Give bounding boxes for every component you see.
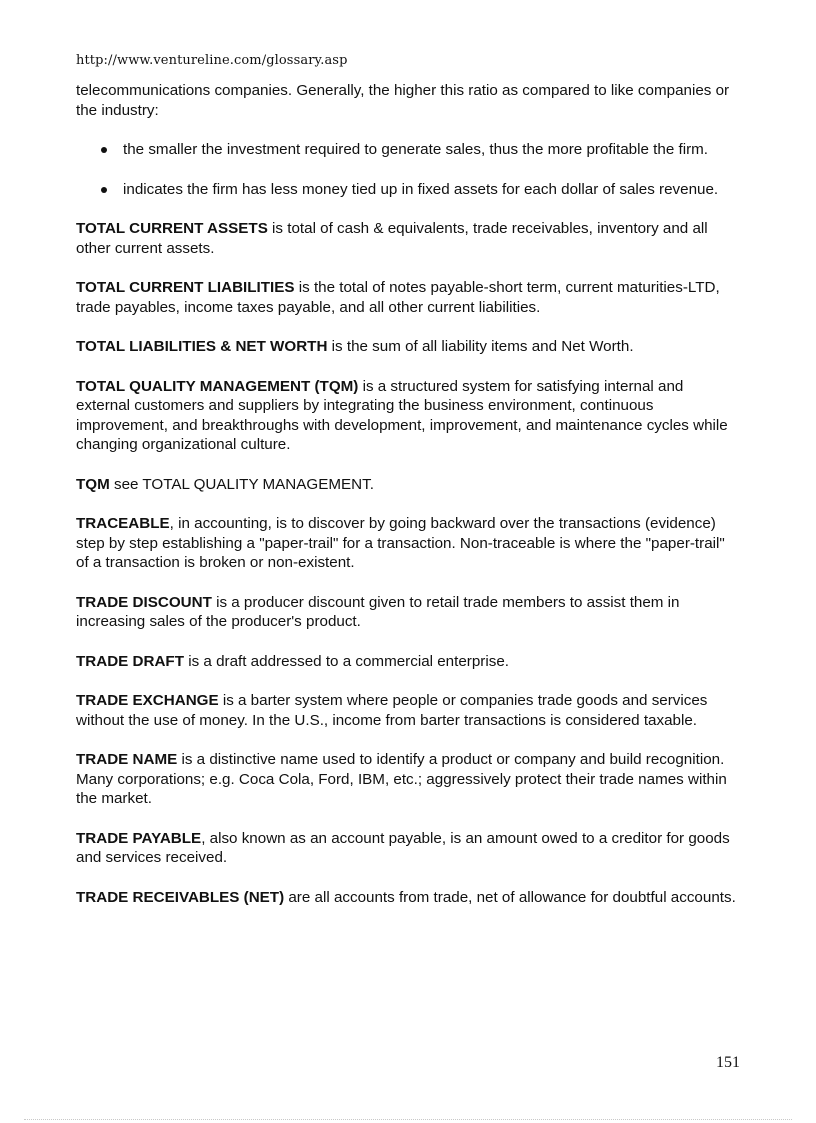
glossary-definition: is a distinctive name used to identify a product or company and build recognition. Many corporations; e.g. Coca Cola, Ford, IBM, etc.; aggressively protect their trade names within the market.	[76, 751, 727, 807]
bullet-dot-icon	[101, 187, 107, 193]
glossary-definition: is the sum of all liability items and Net Worth.	[327, 338, 634, 355]
bullet-text: indicates the firm has less money tied up in fixed assets for each dollar of sales revenue.	[123, 180, 719, 198]
glossary-entry	[76, 750, 740, 809]
glossary-definition: are all accounts from trade, net of allowance for doubtful accounts.	[284, 888, 736, 906]
glossary-entry	[76, 278, 740, 317]
glossary-term: TRACEABLE	[76, 515, 170, 532]
glossary-definition: , also known as an account payable, is an amount owed to a creditor for goods and services received.	[76, 829, 730, 866]
glossary-term: TRADE NAME	[76, 751, 178, 768]
glossary-entry	[76, 514, 740, 573]
glossary-definition: is a producer discount given to retail trade members to assist them in increasing sales of the producer's product.	[76, 593, 680, 630]
glossary-definition: is the total of notes payable-short term, current maturities-LTD, trade payables, income taxes payable, and all other current liabilities.	[76, 279, 720, 316]
bullet-dot-icon	[101, 147, 107, 153]
page-number: 151	[716, 1054, 740, 1071]
page-bottom-divider	[24, 1119, 792, 1120]
glossary-term: TOTAL CURRENT ASSETS	[76, 220, 268, 237]
bullet-text: the smaller the investment required to generate sales, thus the more profitable the firm.	[123, 141, 709, 158]
glossary-definition: , in accounting, is to discover by going backward over the transactions (evidence) step by step establishing a "paper-trail" for a transaction. Non-traceable is where the "paper-trail" of a transaction is broken or non-existent.	[76, 515, 725, 571]
bullet-list	[76, 140, 740, 199]
glossary-definition: see TOTAL QUALITY MANAGEMENT.	[109, 475, 374, 493]
intro-paragraph: telecommunications companies. Generally, the higher this ratio as compared to like companies or the industry:	[76, 82, 730, 119]
glossary-entry	[76, 219, 740, 258]
glossary-entry	[76, 593, 740, 632]
glossary-entry	[76, 337, 740, 357]
glossary-entry	[76, 475, 740, 495]
glossary-content	[76, 81, 740, 927]
bullet-item	[76, 140, 740, 160]
glossary-term: TQM	[76, 475, 110, 493]
glossary-entry	[76, 691, 740, 730]
glossary-definition: is total of cash & equivalents, trade receivables, inventory and all other current assets.	[76, 220, 708, 257]
glossary-entry	[76, 377, 740, 455]
glossary-term: TOTAL LIABILITIES & NET WORTH	[76, 338, 328, 355]
glossary-term: TRADE DRAFT	[76, 652, 184, 670]
bullet-item	[76, 180, 740, 200]
glossary-entry	[76, 829, 740, 868]
glossary-entry	[76, 652, 740, 672]
glossary-term: TRADE RECEIVABLES (NET)	[76, 888, 285, 906]
glossary-definition: is a barter system where people or companies trade goods and services without the use of money. In the U.S., income from barter transactions is considered taxable.	[76, 692, 708, 729]
glossary-term: TRADE EXCHANGE	[76, 692, 219, 709]
glossary-term: TRADE PAYABLE	[76, 829, 202, 847]
glossary-definition: is a draft addressed to a commercial enterprise.	[184, 652, 509, 670]
glossary-entry	[76, 888, 740, 908]
glossary-term: TOTAL CURRENT LIABILITIES	[76, 279, 295, 296]
glossary-term: TRADE DISCOUNT	[76, 593, 212, 611]
glossary-term: TOTAL QUALITY MANAGEMENT (TQM)	[76, 377, 359, 395]
page-header-url: http://www.ventureline.com/glossary.asp	[76, 53, 348, 68]
glossary-definition: is a structured system for satisfying internal and external customers and suppliers by integrating the business environment, continuous improvement, and breakthroughs with development, improvement, and maintenance cycles while changing organizational culture.	[76, 377, 728, 453]
